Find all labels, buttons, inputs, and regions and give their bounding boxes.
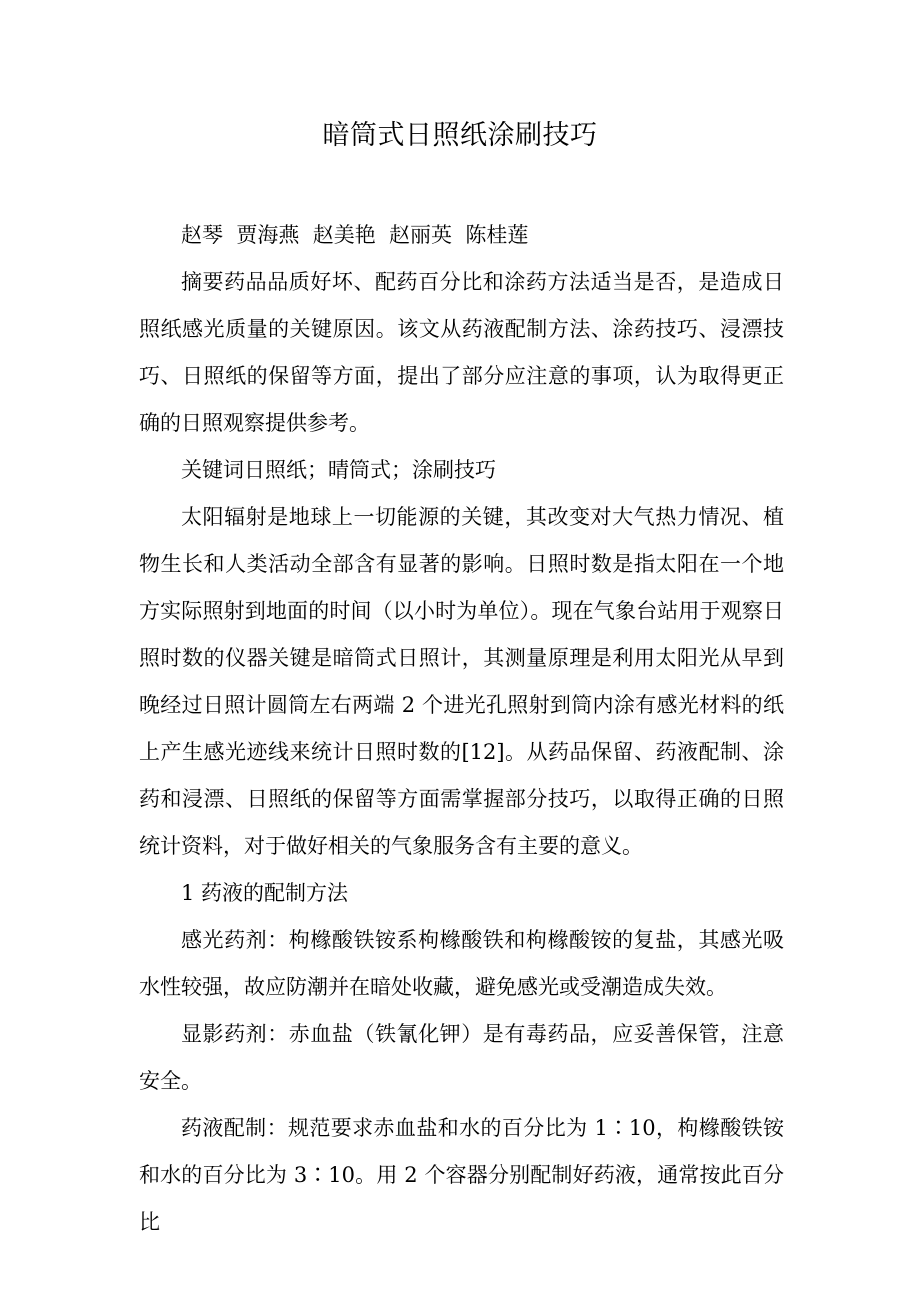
authors-line: 赵琴 贾海燕 赵美艳 赵丽英 陈桂莲 xyxy=(181,223,529,247)
body-paragraph: 药液配制：规范要求赤血盐和水的百分比为 1∶10，枸橼酸铁铵和水的百分比为 3∶10。用 2 个容器分别配制好药液，通常按此百分比 xyxy=(139,1116,784,1234)
abstract-paragraph: 摘要药品品质好坏、配药百分比和涂药方法适当是否，是造成日照纸感光质量的关键原因。该文从药液配制方法、涂药技巧、浸漂技巧、日照纸的保留等方面，提出了部分应注意的事项，认为取得更正确的日照观察提供参考。 xyxy=(139,270,784,435)
document-body xyxy=(139,212,784,1246)
body-paragraph: 显影药剂：赤血盐（铁氰化钾）是有毒药品，应妥善保管，注意安全。 xyxy=(139,1022,784,1093)
intro-paragraph: 太阳辐射是地球上一切能源的关键，其改变对大气热力情况、植物生长和人类活动全部含有显著的影响。日照时数是指太阳在一个地方实际照射到地面的时间（以小时为单位）。现在气象台站用于观察日照时数的仪器关键是暗筒式日照计，其测量原理是利用太阳光从早到晚经过日照计圆筒左右两端 2 个进光孔照射到筒内涂有感光材料的纸上产生感光迹线来统计日照时数的[12]。从药品保留、药液配制、涂药和浸漂、日照纸的保留等方面需掌握部分技巧，以取得正确的日照统计资料，对于做好相关的气象服务含有主要的意义。 xyxy=(139,505,784,858)
keywords-paragraph: 关键词日照纸；晴筒式；涂刷技巧 xyxy=(181,458,496,482)
section-heading: 1 药液的配制方法 xyxy=(181,881,349,905)
body-paragraph: 感光药剂：枸橼酸铁铵系枸橼酸铁和枸橼酸铵的复盐，其感光吸水性较强，故应防潮并在暗处收藏，避免感光或受潮造成失效。 xyxy=(139,928,784,999)
document-title: 暗筒式日照纸涂刷技巧 xyxy=(322,120,598,151)
